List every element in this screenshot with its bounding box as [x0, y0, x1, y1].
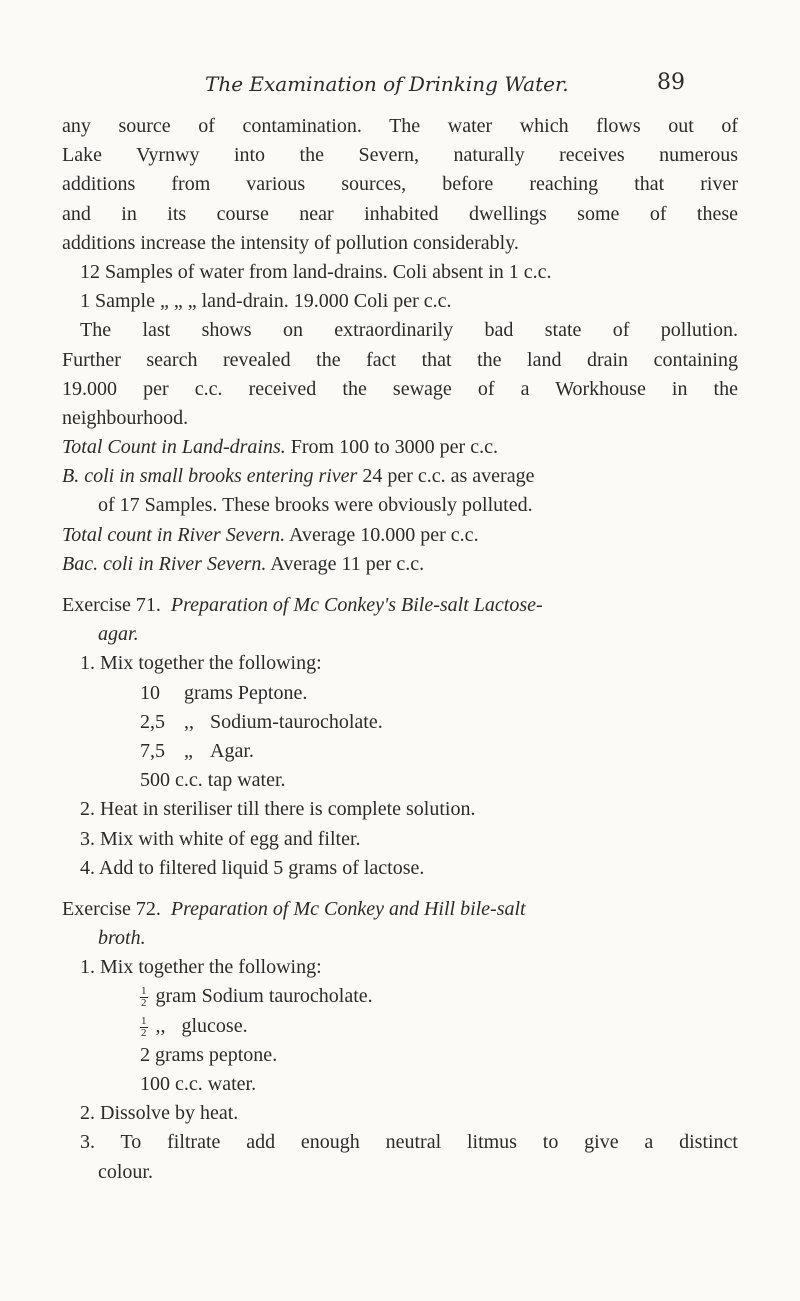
- remark-line: The last shows on extraordinarily bad state of pollution.: [80, 319, 738, 342]
- ingredient-name: Sodium-taurocholate.: [210, 710, 383, 733]
- ingredient: [62, 708, 738, 737]
- intro-line: any source of contamination. The water which flows out of: [62, 115, 738, 137]
- exercise-step: 4. Add to filtered liquid 5 grams of lactose.: [80, 856, 425, 879]
- exercise-72-heading: [62, 895, 738, 924]
- ingredient-name: glucose.: [181, 1014, 248, 1037]
- exercise-71-heading-cont: [62, 620, 738, 649]
- exercise-title-cont: agar.: [98, 623, 139, 646]
- ingredient-name: Sodium taurocholate.: [201, 985, 373, 1008]
- ingredient: [62, 679, 738, 708]
- page-header: [205, 72, 685, 96]
- ingredient-unit: gram: [155, 985, 197, 1008]
- ingredient-unit: ,,: [155, 1014, 166, 1037]
- exercise-step: 3. Mix with white of egg and filter.: [80, 827, 361, 850]
- ingredient: 2 grams peptone.: [140, 1043, 278, 1066]
- ingredient-unit: c.c.: [175, 769, 203, 792]
- count-text: of 17 Samples. These brooks were obviously polluted.: [98, 494, 533, 517]
- exercise-step: 2. Dissolve by heat.: [80, 1102, 239, 1125]
- ingredient: 100 c.c. water.: [140, 1073, 257, 1095]
- exercise-71-heading: [62, 591, 738, 620]
- page-number: 89: [657, 70, 685, 95]
- fraction-half: $\frac{1}{2}$: [141, 985, 147, 1010]
- ingredient: [62, 1012, 738, 1041]
- ingredient-name: Peptone.: [237, 681, 308, 704]
- exercise-title: Preparation of Mc Conkey and Hill bile-salt: [170, 897, 526, 920]
- count-line: [62, 433, 738, 462]
- ingredient-name: tap water.: [207, 769, 286, 792]
- ingredient: [62, 766, 738, 795]
- ingredient-qty: 2,5: [140, 710, 165, 733]
- exercise-step-cont: colour.: [98, 1160, 153, 1183]
- ingredient-qty: 500: [140, 769, 170, 792]
- exercise-72-heading-cont: [62, 924, 738, 953]
- count-text: Average 10.000 per c.c.: [285, 523, 479, 546]
- exercise-step: 3. To filtrate add enough neutral litmus to give a distinct: [80, 1131, 738, 1154]
- exercise-title: Preparation of Mc Conkey's Bile-salt Lactose-: [170, 594, 543, 616]
- ingredient-unit: „: [184, 739, 193, 762]
- remark-line: 19.000 per c.c. received the sewage of a Workhouse in the: [62, 377, 738, 400]
- count-line: [62, 462, 738, 491]
- fraction-half: $\frac{1}{2}$: [141, 1014, 147, 1039]
- ingredient-qty: 7,5: [140, 739, 165, 762]
- count-label: Bac. coli in River Severn.: [62, 552, 267, 575]
- count-label: Total Count in Land-drains.: [62, 436, 286, 459]
- ingredient-unit: ,,: [184, 710, 194, 733]
- count-line: [62, 521, 738, 550]
- intro-line: additions increase the intensity of pollution considerably.: [62, 231, 519, 254]
- intro-line: additions from various sources, before reaching that river: [62, 173, 738, 196]
- exercise-step: 1. Mix together the following:: [80, 652, 322, 675]
- samples-line-2: 1 Sample „ „ „ land-drain. 19.000 Coli per c.c.: [80, 290, 452, 313]
- count-text: From 100 to 3000 per c.c.: [285, 436, 498, 459]
- count-line: [62, 491, 738, 520]
- samples-line-1: 12 Samples of water from land-drains. Coli absent in 1 c.c.: [80, 260, 552, 283]
- ingredient: [62, 982, 738, 1011]
- page-body: [62, 112, 738, 1187]
- exercise-title-cont: broth.: [98, 927, 146, 950]
- intro-line: Lake Vyrnwy into the Severn, naturally receives numerous: [62, 144, 738, 167]
- ingredient-qty: 10: [140, 681, 160, 704]
- count-line: [62, 550, 738, 579]
- ingredient: [62, 737, 738, 766]
- count-text: Average 11 per c.c.: [266, 552, 425, 575]
- intro-line: and in its course near inhabited dwellings some of these: [62, 202, 738, 225]
- exercise-number: Exercise 71.: [62, 594, 161, 616]
- ingredient-name: Agar.: [210, 739, 254, 762]
- count-text: 24 per c.c. as average: [357, 465, 535, 488]
- exercise-step: 2. Heat in steriliser till there is complete solution.: [80, 798, 476, 821]
- exercise-step: 1. Mix together the following:: [80, 956, 322, 979]
- remark-line: neighbourhood.: [62, 406, 189, 429]
- exercise-number: Exercise 72.: [62, 897, 161, 920]
- count-label: Total count in River Severn.: [62, 523, 286, 546]
- running-title: The Examination of Drinking Water.: [205, 72, 569, 96]
- ingredient-unit: grams: [184, 681, 233, 704]
- remark-line: Further search revealed the fact that the land drain containing: [62, 348, 738, 371]
- count-label: B. coli in small brooks entering river: [62, 465, 358, 488]
